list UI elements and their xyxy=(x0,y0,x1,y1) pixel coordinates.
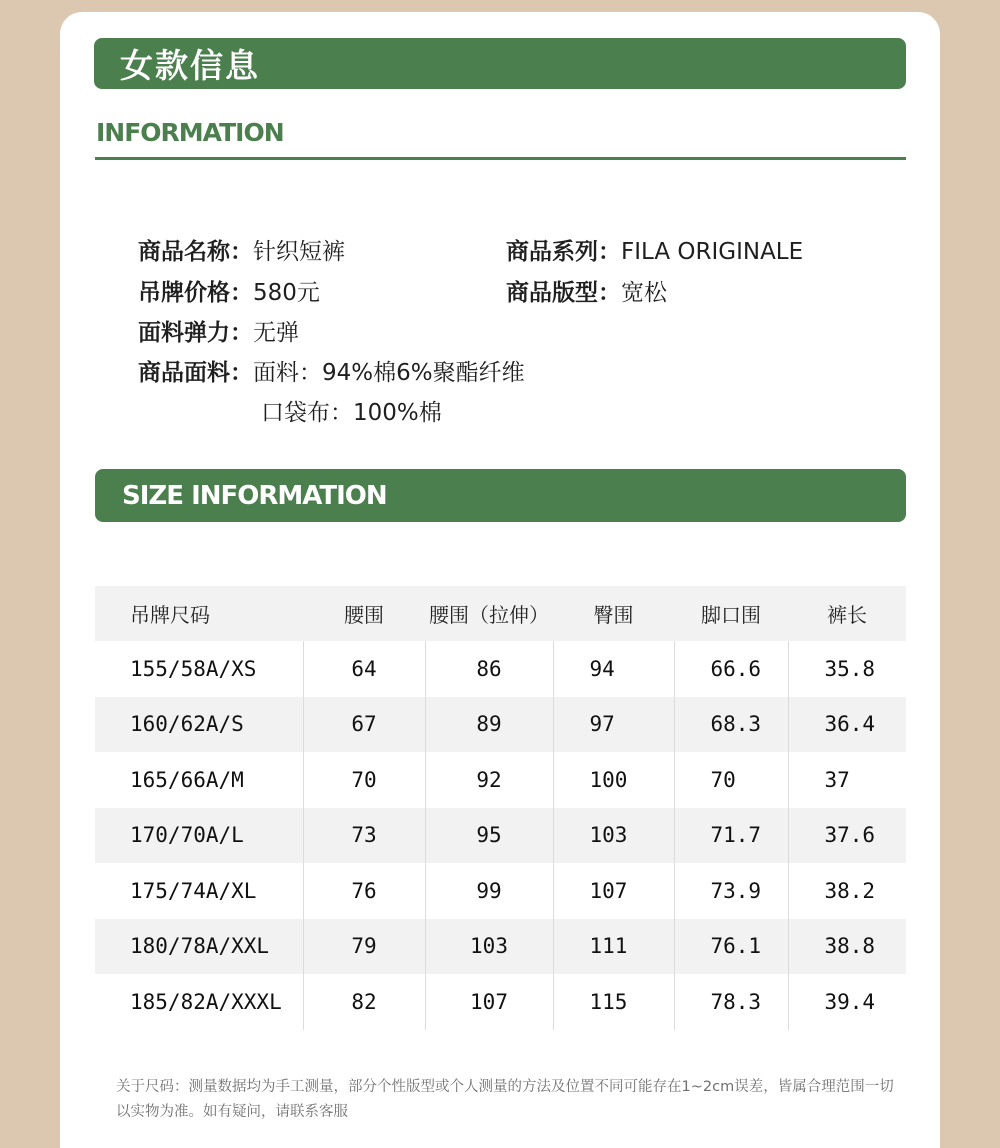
table-row xyxy=(95,697,906,753)
hip-cell: 115 xyxy=(553,974,674,1030)
table-row xyxy=(95,919,906,975)
size-table xyxy=(95,586,906,1030)
waist-cell: 79 xyxy=(303,919,425,975)
size-cell: 160/62A/S xyxy=(95,697,303,753)
product-name-label: 商品名称： xyxy=(138,239,253,265)
table-row xyxy=(95,752,906,808)
product-name-row xyxy=(138,237,345,267)
size-cell: 170/70A/L xyxy=(95,808,303,864)
table-row xyxy=(95,641,906,697)
leg-opening-cell: 73.9 xyxy=(674,863,788,919)
waist-stretched-cell: 103 xyxy=(425,919,553,975)
header-waist-stretched: 腰围（拉伸） xyxy=(425,586,553,641)
hip-cell: 107 xyxy=(553,863,674,919)
leg-opening-cell: 76.1 xyxy=(674,919,788,975)
waist-cell: 73 xyxy=(303,808,425,864)
product-fit-value: 宽松 xyxy=(621,280,667,306)
waist-stretched-cell: 89 xyxy=(425,697,553,753)
waist-cell: 64 xyxy=(303,641,425,697)
tag-price-label: 吊牌价格： xyxy=(138,280,253,306)
table-row xyxy=(95,974,906,1030)
header-length: 裤长 xyxy=(788,586,906,641)
length-cell: 37.6 xyxy=(788,808,906,864)
size-cell: 175/74A/XL xyxy=(130,878,257,903)
hip-cell: 94 xyxy=(553,641,674,697)
size-note: 关于尺码：测量数据均为手工测量，部分个性版型或个人测量的方法及位置不同可能存在1~2cm误差，皆属合理范围一切以实物为准。如有疑问，请联系客服 xyxy=(116,1079,894,1120)
waist-cell: 70 xyxy=(303,752,425,808)
length-cell: 38.2 xyxy=(788,863,906,919)
size-info-banner xyxy=(95,469,906,522)
size-info-title: SIZE INFORMATION xyxy=(122,480,387,511)
size-cell: 180/78A/XXL xyxy=(95,919,303,975)
info-card xyxy=(60,12,940,1148)
leg-opening-cell: 78.3 xyxy=(674,974,788,1030)
length-cell: 36.4 xyxy=(788,697,906,753)
tag-price-row xyxy=(138,278,320,308)
length-cell: 37 xyxy=(788,752,906,808)
product-series-value: FILA ORIGINALE xyxy=(621,239,804,265)
product-fit-label: 商品版型： xyxy=(506,280,621,306)
product-fit-row xyxy=(506,278,667,308)
size-cell: 165/66A/M xyxy=(130,767,244,792)
leg-opening-cell: 68.3 xyxy=(674,697,788,753)
length-cell: 38.8 xyxy=(788,919,906,975)
waist-stretched-cell: 92 xyxy=(425,752,553,808)
information-heading: INFORMATION xyxy=(96,118,284,147)
length-cell: 39.4 xyxy=(788,974,906,1030)
waist-cell: 82 xyxy=(303,974,425,1030)
pocket-fabric-value: 口袋布：100%棉 xyxy=(261,400,442,426)
tag-price-value: 580元 xyxy=(253,280,320,306)
leg-opening-cell: 71.7 xyxy=(674,808,788,864)
fabric-elasticity-label: 面料弹力： xyxy=(138,320,253,346)
length-cell: 35.8 xyxy=(788,641,906,697)
hip-cell: 103 xyxy=(553,808,674,864)
waist-cell: 76 xyxy=(303,863,425,919)
size-table-header xyxy=(95,586,906,641)
product-name-value: 针织短裤 xyxy=(253,239,345,265)
waist-cell: 67 xyxy=(303,697,425,753)
leg-opening-cell: 66.6 xyxy=(674,641,788,697)
size-cell: 155/58A/XS xyxy=(130,656,257,681)
women-info-banner xyxy=(94,38,906,89)
waist-stretched-cell: 107 xyxy=(425,974,553,1030)
header-waist: 腰围 xyxy=(303,586,425,641)
hip-cell: 100 xyxy=(553,752,674,808)
product-fabric-value: 面料：94%棉6%聚酯纤维 xyxy=(253,360,525,386)
hip-cell: 111 xyxy=(553,919,674,975)
hip-cell: 97 xyxy=(553,697,674,753)
waist-stretched-cell: 99 xyxy=(425,863,553,919)
information-divider xyxy=(95,157,906,160)
product-series-label: 商品系列： xyxy=(506,239,621,265)
fabric-elasticity-value: 无弹 xyxy=(253,320,299,346)
waist-stretched-cell: 95 xyxy=(425,808,553,864)
table-row xyxy=(95,808,906,864)
product-fabric-row xyxy=(138,358,525,388)
size-cell: 185/82A/XXXL xyxy=(130,989,282,1014)
table-row xyxy=(95,863,906,919)
product-fabric-label: 商品面料： xyxy=(138,360,253,386)
header-tag-size: 吊牌尺码 xyxy=(95,586,303,641)
women-info-title: 女款信息 xyxy=(120,46,260,85)
leg-opening-cell: 70 xyxy=(674,752,788,808)
fabric-elasticity-row xyxy=(138,318,299,348)
product-series-row xyxy=(506,237,803,267)
header-leg-opening: 脚口围 xyxy=(674,586,788,641)
waist-stretched-cell: 86 xyxy=(425,641,553,697)
header-hip: 臀围 xyxy=(553,586,674,641)
